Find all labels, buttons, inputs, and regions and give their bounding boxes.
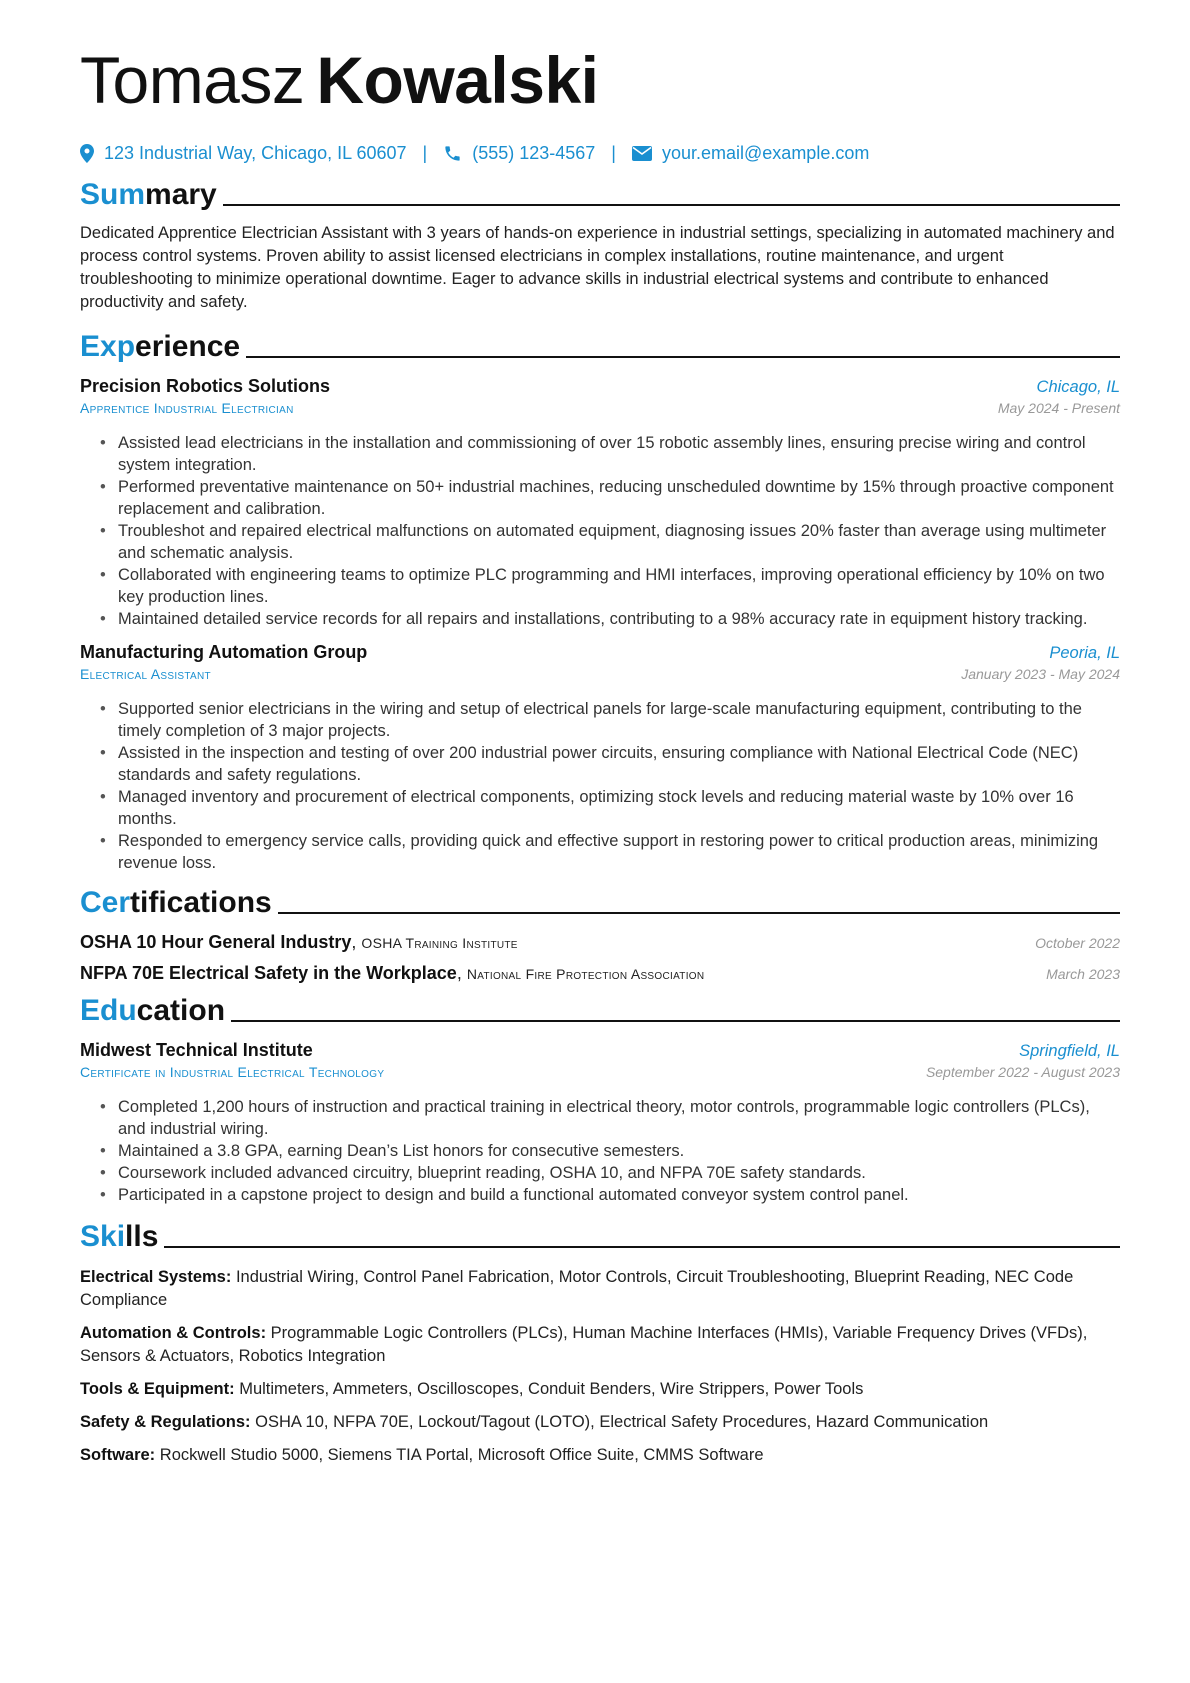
certification-date: October 2022 <box>1035 935 1120 951</box>
skill-label: Tools & Equipment: <box>80 1380 235 1398</box>
heading-accent: Edu <box>80 994 137 1027</box>
heading-accent: Ski <box>80 1220 126 1253</box>
job-title: Electrical Assistant <box>80 666 211 682</box>
skill-values: OSHA 10, NFPA 70E, Lockout/Tagout (LOTO), Electrical Safety Procedures, Hazard Communication <box>255 1413 989 1431</box>
school-name: Midwest Technical Institute <box>80 1040 313 1060</box>
skill-values: Industrial Wiring, Control Panel Fabrication, Motor Controls, Circuit Troubleshooting, Blueprint Reading, NEC Code Compliance <box>80 1268 1074 1309</box>
bullet-item: • Maintained a 3.8 GPA, earning Dean’s List honors for consecutive semesters. <box>118 1140 1120 1162</box>
heading-rule <box>278 912 1120 914</box>
education-bullets <box>80 1096 1120 1206</box>
skill-label: Software: <box>80 1446 156 1464</box>
job-dates: May 2024 - Present <box>997 400 1120 416</box>
heading-accent: Sum <box>80 178 146 211</box>
summary-heading <box>80 176 1120 214</box>
summary-text: Dedicated Apprentice Electrician Assistant with 3 years of hands-on experience in industrial settings, specializing in automated machinery and process control systems. Proven ability to assist licensed electricians in complex installations, routine maintenance, and urgent troubleshooting to minimize operational downtime. Eager to advance skills in industrial electrical systems and contribute to enhanced productivity and safety. <box>80 224 1115 311</box>
skill-group <box>80 1266 1120 1312</box>
employer-location: Chicago, IL <box>1036 378 1120 396</box>
skill-values: Programmable Logic Controllers (PLCs), Human Machine Interfaces (HMIs), Variable Frequency Drives (VFDs), Sensors & Actuators, Robotics Integration <box>80 1324 1088 1365</box>
map-pin-icon <box>80 144 94 163</box>
heading-rule <box>246 356 1120 358</box>
heading-rest: erience <box>135 330 241 363</box>
skill-label: Safety & Regulations: <box>80 1413 251 1431</box>
certification-item: NFPA 70E Electrical Safety in the Workplace, National Fire Protection Association March 2023 <box>80 963 1120 983</box>
contact-line <box>80 138 1120 168</box>
bullet-item: • Coursework included advanced circuitry, blueprint reading, OSHA 10, and NFPA 70E safety standards. <box>118 1162 1120 1184</box>
skill-group <box>80 1411 1120 1434</box>
degree-title: Certificate in Industrial Electrical Technology <box>80 1064 385 1080</box>
phone-text: (555) 123-4567 <box>472 142 596 163</box>
heading-rule <box>164 1246 1120 1248</box>
skill-values: Rockwell Studio 5000, Siemens TIA Portal, Microsoft Office Suite, CMMS Software <box>159 1446 764 1464</box>
employer-name: Precision Robotics Solutions <box>80 376 331 396</box>
heading-rest: tifications <box>130 886 272 919</box>
education-heading <box>80 992 1120 1030</box>
heading-rest: cation <box>136 994 226 1027</box>
skill-group <box>80 1444 1120 1467</box>
job-bullets <box>80 432 1120 630</box>
skill-group <box>80 1378 1120 1401</box>
experience-heading <box>80 328 1120 366</box>
bullet-item: • Managed inventory and procurement of electrical components, optimizing stock levels and reducing material waste by 10% over 16 months. <box>118 786 1120 830</box>
employer-name: Manufacturing Automation Group <box>80 642 368 662</box>
first-name: Tomasz <box>80 43 305 117</box>
education-dates: September 2022 - August 2023 <box>925 1064 1120 1080</box>
heading-rest: lls <box>125 1220 159 1253</box>
skill-label: Automation & Controls: <box>80 1324 267 1342</box>
skill-values: Multimeters, Ammeters, Oscilloscopes, Conduit Benders, Wire Strippers, Power Tools <box>239 1380 864 1398</box>
bullet-item: • Supported senior electricians in the wiring and setup of electrical panels for large-scale manufacturing equipment, contributing to the timely completion of 3 major projects. <box>118 698 1120 742</box>
experience-entry <box>80 642 1120 874</box>
heading-rest: mary <box>145 178 217 211</box>
certification-name: NFPA 70E Electrical Safety in the Workplace <box>80 963 457 983</box>
bullet-item: • Maintained detailed service records for all repairs and installations, contributing to a 98% accuracy rate in equipment history tracking. <box>118 608 1120 630</box>
heading-rule <box>223 204 1120 206</box>
job-dates: January 2023 - May 2024 <box>961 666 1120 682</box>
bullet-item: • Participated in a capstone project to design and build a functional automated conveyor system control panel. <box>118 1184 1120 1206</box>
email-text: your.email@example.com <box>661 142 870 163</box>
certification-issuer: National Fire Protection Association <box>466 966 705 982</box>
bullet-item: • Troubleshot and repaired electrical malfunctions on automated equipment, diagnosing issues 20% faster than average using multimeter and schematic analysis. <box>118 520 1120 564</box>
employer-location: Peoria, IL <box>1049 644 1120 662</box>
certification-item: OSHA 10 Hour General Industry, OSHA Training Institute October 2022 <box>80 932 1120 952</box>
bullet-item: • Completed 1,200 hours of instruction and practical training in electrical theory, motor controls, programmable logic controllers (PLCs), and industrial wiring. <box>118 1096 1120 1140</box>
bullet-item: • Assisted in the inspection and testing of over 200 industrial power circuits, ensuring compliance with National Electrical Code (NEC) standards and safety regulations. <box>118 742 1120 786</box>
bullet-item: • Assisted lead electricians in the installation and commissioning of over 15 robotic assembly lines, ensuring precise wiring and control system integration. <box>118 432 1120 476</box>
envelope-icon <box>632 146 652 161</box>
school-location: Springfield, IL <box>1019 1042 1120 1060</box>
contact-separator: | <box>422 142 428 163</box>
job-bullets <box>80 698 1120 874</box>
skill-label: Electrical Systems: <box>80 1268 232 1286</box>
skill-group <box>80 1322 1120 1368</box>
certification-name: OSHA 10 Hour General Industry <box>80 932 352 952</box>
education-entry <box>80 1040 1120 1206</box>
last-name: Kowalski <box>316 43 599 117</box>
phone-icon <box>443 144 462 163</box>
candidate-name <box>80 40 1120 120</box>
bullet-item: • Performed preventative maintenance on 50+ industrial machines, reducing unscheduled downtime by 15% through proactive component replacement and calibration. <box>118 476 1120 520</box>
contact-separator: | <box>611 142 616 163</box>
contact-address <box>80 143 407 164</box>
certifications-heading <box>80 884 1120 922</box>
bullet-item: • Collaborated with engineering teams to optimize PLC programming and HMI interfaces, improving operational efficiency by 10% on two key production lines. <box>118 564 1120 608</box>
heading-accent: Cer <box>80 886 131 919</box>
certification-issuer: OSHA Training Institute <box>361 935 518 951</box>
job-title: Apprentice Industrial Electrician <box>80 400 294 416</box>
certification-date: March 2023 <box>1046 966 1120 982</box>
contact-email[interactable] <box>632 143 869 164</box>
heading-accent: Exp <box>80 330 136 363</box>
address-text: 123 Industrial Way, Chicago, IL 60607 <box>104 142 407 163</box>
bullet-item: • Responded to emergency service calls, providing quick and effective support in restoring power to critical production areas, minimizing revenue loss. <box>118 830 1120 874</box>
heading-rule <box>231 1020 1120 1022</box>
skills-heading <box>80 1218 1120 1256</box>
resume-page <box>80 40 1120 1467</box>
contact-phone[interactable] <box>443 143 595 164</box>
experience-entry <box>80 376 1120 630</box>
